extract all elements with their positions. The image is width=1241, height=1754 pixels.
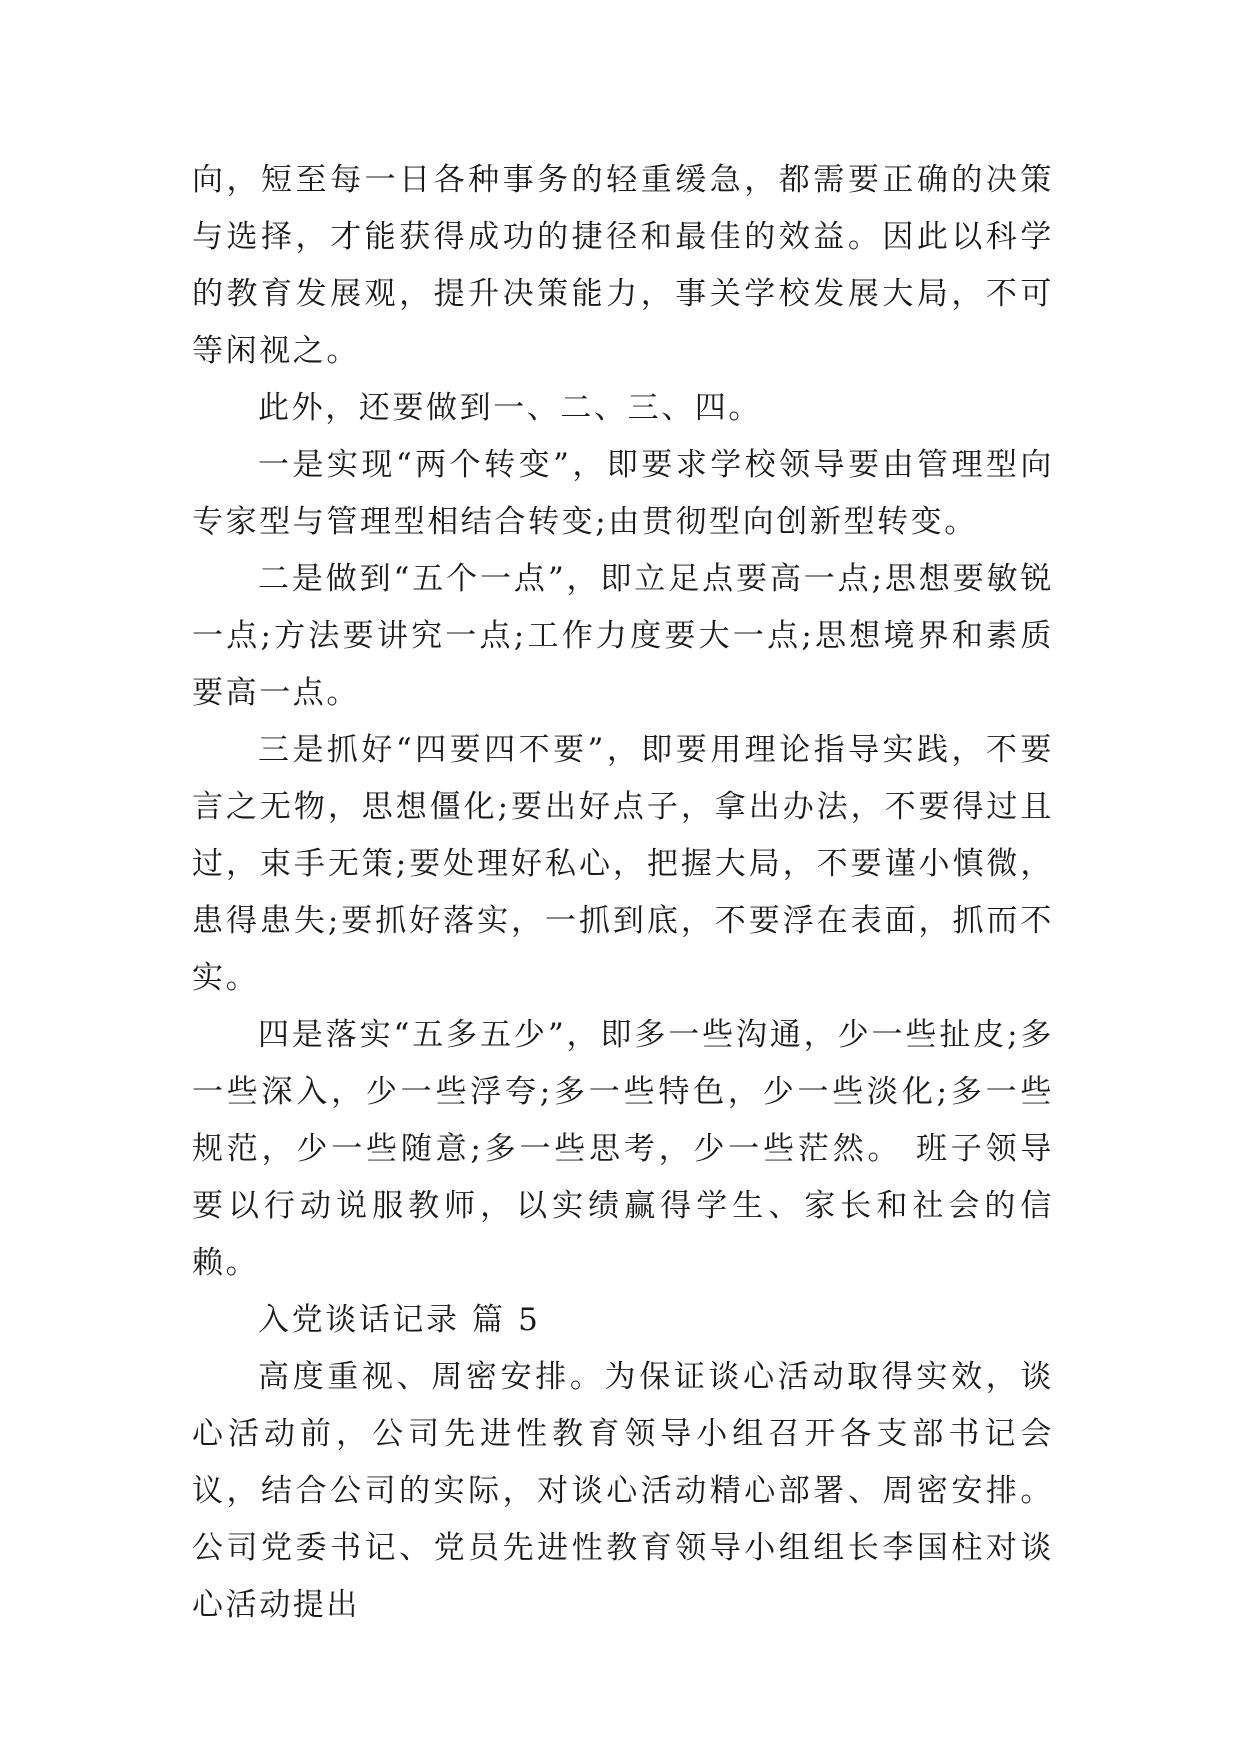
final-paragraph: 高度重视、周密安排。为保证谈心活动取得实效，谈心活动前，公司先进性教育领导小组召开各支部书记会议，结合公司的实际，对谈心活动精心部署、周密安排。公司党委书记、党员先进性教育领导小组组长李国柱对谈心活动提出 <box>192 1359 1054 1623</box>
paragraph-1: 向，短至每一日各种事务的轻重缓急，都需要正确的决策与选择，才能获得成功的捷径和最佳的效益。因此以科学的教育发展观，提升决策能力，事关学校发展大局，不可等闲视之。 <box>192 162 1054 369</box>
section-heading: 入党谈话记录 篇 5 <box>258 1302 541 1338</box>
paragraph-2: 此外，还要做到一、二、三、四。 <box>258 390 762 426</box>
paragraph-5: 三是抓好“四要四不要”，即要用理论指导实践，不要言之无物，思想僵化;要出好点子，拿出办法，不要得过且过，束手无策;要处理好私心，把握大局，不要谨小慎微，患得患失;要抓好落实，一抓到底，不要浮在表面，抓而不实。 <box>192 732 1054 996</box>
paragraph-4: 二是做到“五个一点”，即立足点要高一点;思想要敏锐一点;方法要讲究一点;工作力度要大一点;思想境界和素质要高一点。 <box>192 561 1054 711</box>
paragraph-3: 一是实现“两个转变”，即要求学校领导要由管理型向专家型与管理型相结合转变;由贯彻型向创新型转变。 <box>192 447 1054 540</box>
paragraph-6: 四是落实“五多五少”，即多一些沟通，少一些扯皮;多一些深入，少一些浮夸;多一些特色，少一些淡化;多一些规范，少一些随意;多一些思考，少一些茫然。 班子领导要以行动说服教师，以实绩赢得学生、家长和社会的信赖。 <box>192 1017 1054 1281</box>
document-page <box>192 152 1054 1634</box>
